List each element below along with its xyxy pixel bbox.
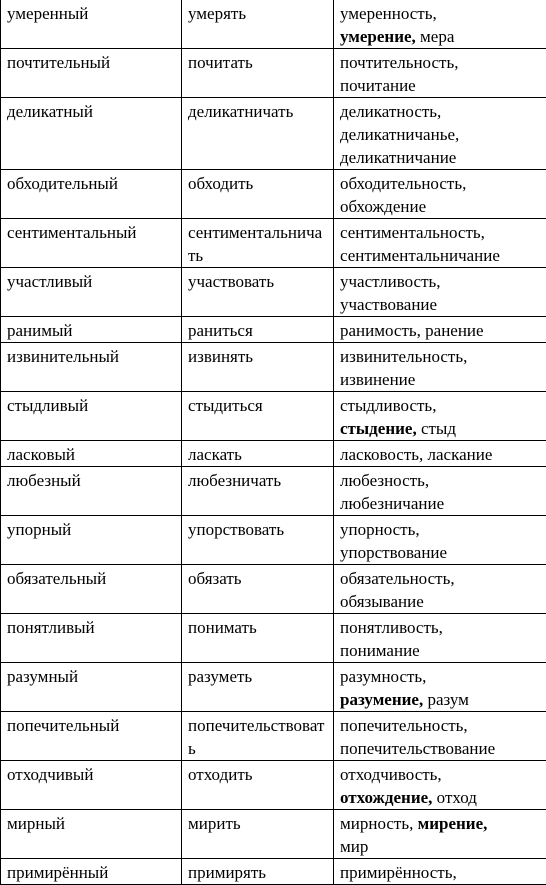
table-row [1, 761, 546, 810]
noun-cell [334, 0, 546, 49]
adjective-cell: отходчивый [1, 761, 182, 810]
table-row [1, 712, 546, 761]
noun-bold: разумение, [340, 690, 423, 709]
table-row [1, 219, 546, 268]
noun-text: попечительность, [340, 716, 468, 735]
table-row [1, 170, 546, 219]
noun-text: умеренность, [340, 4, 437, 23]
verb-cell: обходить [182, 170, 334, 219]
noun-text: разум [423, 690, 469, 709]
adjective-cell: разумный [1, 663, 182, 712]
table-row [1, 317, 546, 343]
noun-cell [334, 663, 546, 712]
noun-cell [334, 859, 546, 885]
noun-bold: стыдение, [340, 419, 417, 438]
noun-text: ранимость, ранение [340, 321, 484, 340]
noun-text: сентиментальность, [340, 223, 485, 242]
adjective-cell: ранимый [1, 317, 182, 343]
verb-cell: любезничать [182, 467, 334, 516]
noun-cell [334, 614, 546, 663]
noun-text: обходительность, [340, 174, 466, 193]
table-row [1, 441, 546, 467]
noun-cell [334, 170, 546, 219]
verb-cell: упорствовать [182, 516, 334, 565]
noun-text: обхождение [340, 197, 426, 216]
adjective-cell: почтительный [1, 49, 182, 98]
noun-text: деликатничание [340, 148, 456, 167]
noun-bold: отхождение, [340, 788, 432, 807]
noun-cell [334, 343, 546, 392]
table-row [1, 859, 546, 885]
noun-text: примирённость, [340, 863, 457, 882]
noun-cell [334, 98, 546, 170]
table-row [1, 516, 546, 565]
adjective-cell: стыдливый [1, 392, 182, 441]
table-row [1, 810, 546, 859]
adjective-cell: примирённый [1, 859, 182, 885]
adjective-cell: любезный [1, 467, 182, 516]
table-row [1, 392, 546, 441]
verb-cell: извинять [182, 343, 334, 392]
noun-cell [334, 516, 546, 565]
verb-cell: мирить [182, 810, 334, 859]
noun-text: любезничание [340, 494, 444, 513]
noun-text: отходчивость, [340, 765, 442, 784]
verb-cell: отходить [182, 761, 334, 810]
noun-text: упорность, [340, 520, 420, 539]
table-row [1, 467, 546, 516]
noun-text: обязывание [340, 592, 424, 611]
noun-text: сентиментальничание [340, 246, 500, 265]
noun-text: почтительность, [340, 53, 458, 72]
verb-cell: сентиментальничать [182, 219, 334, 268]
noun-text: деликатничанье, [340, 125, 459, 144]
verb-cell: раниться [182, 317, 334, 343]
table-row [1, 49, 546, 98]
noun-cell [334, 219, 546, 268]
table-row [1, 343, 546, 392]
noun-text: попечительствование [340, 739, 495, 758]
noun-text: деликатность, [340, 102, 441, 121]
noun-text: стыд [417, 419, 456, 438]
adjective-cell: понятливый [1, 614, 182, 663]
adjective-cell: обязательный [1, 565, 182, 614]
noun-text: ласковость, ласкание [340, 445, 492, 464]
noun-cell [334, 268, 546, 317]
adjective-cell: обходительный [1, 170, 182, 219]
noun-text: разумность, [340, 667, 426, 686]
noun-text: мера [416, 27, 455, 46]
noun-bold: мирение, [418, 814, 488, 833]
noun-text: участвование [340, 295, 437, 314]
noun-text: мир [340, 837, 368, 856]
noun-bold: умерение, [340, 27, 416, 46]
noun-cell [334, 441, 546, 467]
table-row [1, 0, 546, 49]
table-body [1, 0, 546, 885]
table-row [1, 98, 546, 170]
verb-cell: почитать [182, 49, 334, 98]
noun-text: понимание [340, 641, 420, 660]
table-row [1, 565, 546, 614]
noun-text: мирность, [340, 814, 418, 833]
noun-cell [334, 712, 546, 761]
noun-text: упорствование [340, 543, 447, 562]
noun-cell [334, 761, 546, 810]
verb-cell: стыдиться [182, 392, 334, 441]
verb-cell: ласкать [182, 441, 334, 467]
noun-cell [334, 392, 546, 441]
verb-cell: умерять [182, 0, 334, 49]
noun-text: стыдливость, [340, 396, 436, 415]
adjective-cell: умеренный [1, 0, 182, 49]
verb-cell: участвовать [182, 268, 334, 317]
adjective-cell: деликатный [1, 98, 182, 170]
noun-text: почитание [340, 76, 416, 95]
noun-text: извинение [340, 370, 415, 389]
adjective-cell: упорный [1, 516, 182, 565]
noun-cell [334, 565, 546, 614]
verb-cell: деликатничать [182, 98, 334, 170]
adjective-cell: мирный [1, 810, 182, 859]
noun-cell [334, 467, 546, 516]
adjective-cell: извинительный [1, 343, 182, 392]
noun-text: любезность, [340, 471, 429, 490]
verb-cell: обязать [182, 565, 334, 614]
table-row [1, 663, 546, 712]
verb-cell: разуметь [182, 663, 334, 712]
noun-text: обязательность, [340, 569, 455, 588]
noun-cell [334, 49, 546, 98]
noun-cell [334, 810, 546, 859]
noun-text: извинительность, [340, 347, 467, 366]
noun-text: участливость, [340, 272, 441, 291]
noun-text: отход [432, 788, 476, 807]
adjective-cell: сентиментальный [1, 219, 182, 268]
verb-cell: попечительствовать [182, 712, 334, 761]
table-row [1, 614, 546, 663]
verb-cell: примирять [182, 859, 334, 885]
adjective-cell: участливый [1, 268, 182, 317]
verb-cell: понимать [182, 614, 334, 663]
adjective-cell: ласковый [1, 441, 182, 467]
noun-cell [334, 317, 546, 343]
adjective-cell: попечительный [1, 712, 182, 761]
table-row [1, 268, 546, 317]
noun-text: понятливость, [340, 618, 443, 637]
